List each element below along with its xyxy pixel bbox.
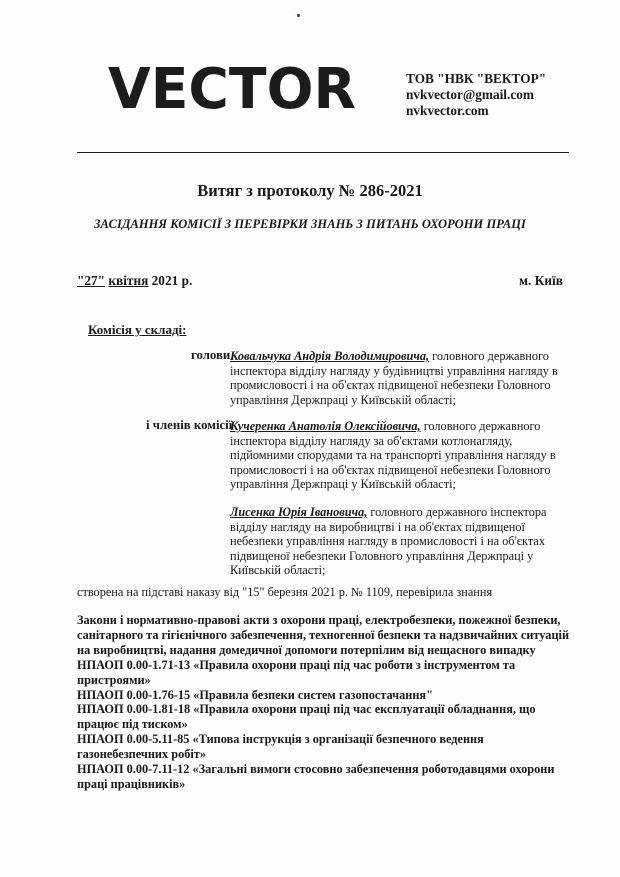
chair-role-label: голови (191, 348, 231, 362)
laws-list (77, 613, 577, 792)
members-role-label: і членів комісії (146, 418, 233, 432)
law-item: НПАОП 0.00-1.76-15 «Правила безпеки систем газопостачання" (77, 687, 433, 702)
member-description: головного державного інспектора відділу нагляду у будівництві управління нагляду в промисловості і на об'єктах підвищеної небезпеки Головного управління Держпраці у Київській області; (230, 349, 558, 407)
member-description: головного державного інспектора відділу нагляду за об'єктами котлонагляду, підйомними спорудами та на транспорті управління нагляду в промисловості і на об'єктах підвищеної небезпеки Головного управління Держпраці у Київській області; (230, 419, 556, 492)
law-item: НПАОП 0.00-1.81-18 «Правила охорони праці під час експлуатації обладнання, що працює під тиском» (77, 702, 536, 732)
document-date (77, 273, 192, 289)
document-title: Витяг з протоколу № 286-2021 (197, 181, 423, 200)
date-month: квітня (108, 273, 149, 288)
law-item: НПАОП 0.00-5.11-85 «Типова інструкція з організації безпечного ведення газонебезпечних робіт» (77, 732, 484, 762)
member-name: Лисенка Юрія Івановича, (230, 505, 368, 519)
header-divider (77, 152, 569, 153)
company-email: nvkvector@gmail.com (406, 87, 534, 102)
commission-heading: Комісія у складі: (88, 322, 187, 337)
member-name: Ковальчука Андрія Володимировича, (230, 349, 430, 363)
law-item: НПАОП 0.00-1.71-13 «Правила охорони праці під час роботи з інструментом та пристроями» (77, 657, 516, 687)
commission-member (230, 505, 575, 578)
document-city: м. Київ (519, 273, 563, 288)
company-contacts (406, 71, 546, 119)
commission-member (230, 419, 575, 492)
date-year: 2021 р. (151, 273, 193, 288)
basis-text: створена на підставі наказу від "15" березня 2021 р. № 1109, перевірила знання (77, 585, 493, 599)
vector-logo (108, 64, 358, 112)
member-description: головного державного інспектора відділу нагляду на виробництві і на об'єктах підвищеної небезпеки управління нагляду в промисловості і на об'єктах підвищеної небезпеки Головного управління Держпраці у Київській області; (230, 505, 547, 578)
law-item: НПАОП 0.00-7.11-12 «Загальні вимоги стосовно забезпечення роботодавцями охорони праці працівників» (77, 762, 555, 791)
commission-member (230, 349, 575, 407)
document-subtitle: ЗАСІДАННЯ КОМІСІЇ З ПЕРЕВІРКИ ЗНАНЬ З ПИТАНЬ ОХОРОНИ ПРАЦІ (94, 217, 526, 231)
member-name: Кучеренка Анатолія Олексійовича, (230, 419, 421, 433)
law-item: Закони і нормативно-правові акти з охорони праці, електробезпеки, пожежної безпеки, санітарного та гігієнічного забезпечення, техногенної безпеки та надзвичайних ситуацій на виробництві, надання домедичної допомоги потерпілим від нещасного випадку (77, 613, 570, 657)
date-day: "27" (77, 273, 106, 288)
company-website: nvkvector.com (406, 103, 489, 118)
company-name: ТОВ "НВК "ВЕКТОР" (406, 71, 547, 86)
vector-logo-wordmark: VECTOR (108, 64, 356, 112)
ink-dot (297, 14, 300, 17)
